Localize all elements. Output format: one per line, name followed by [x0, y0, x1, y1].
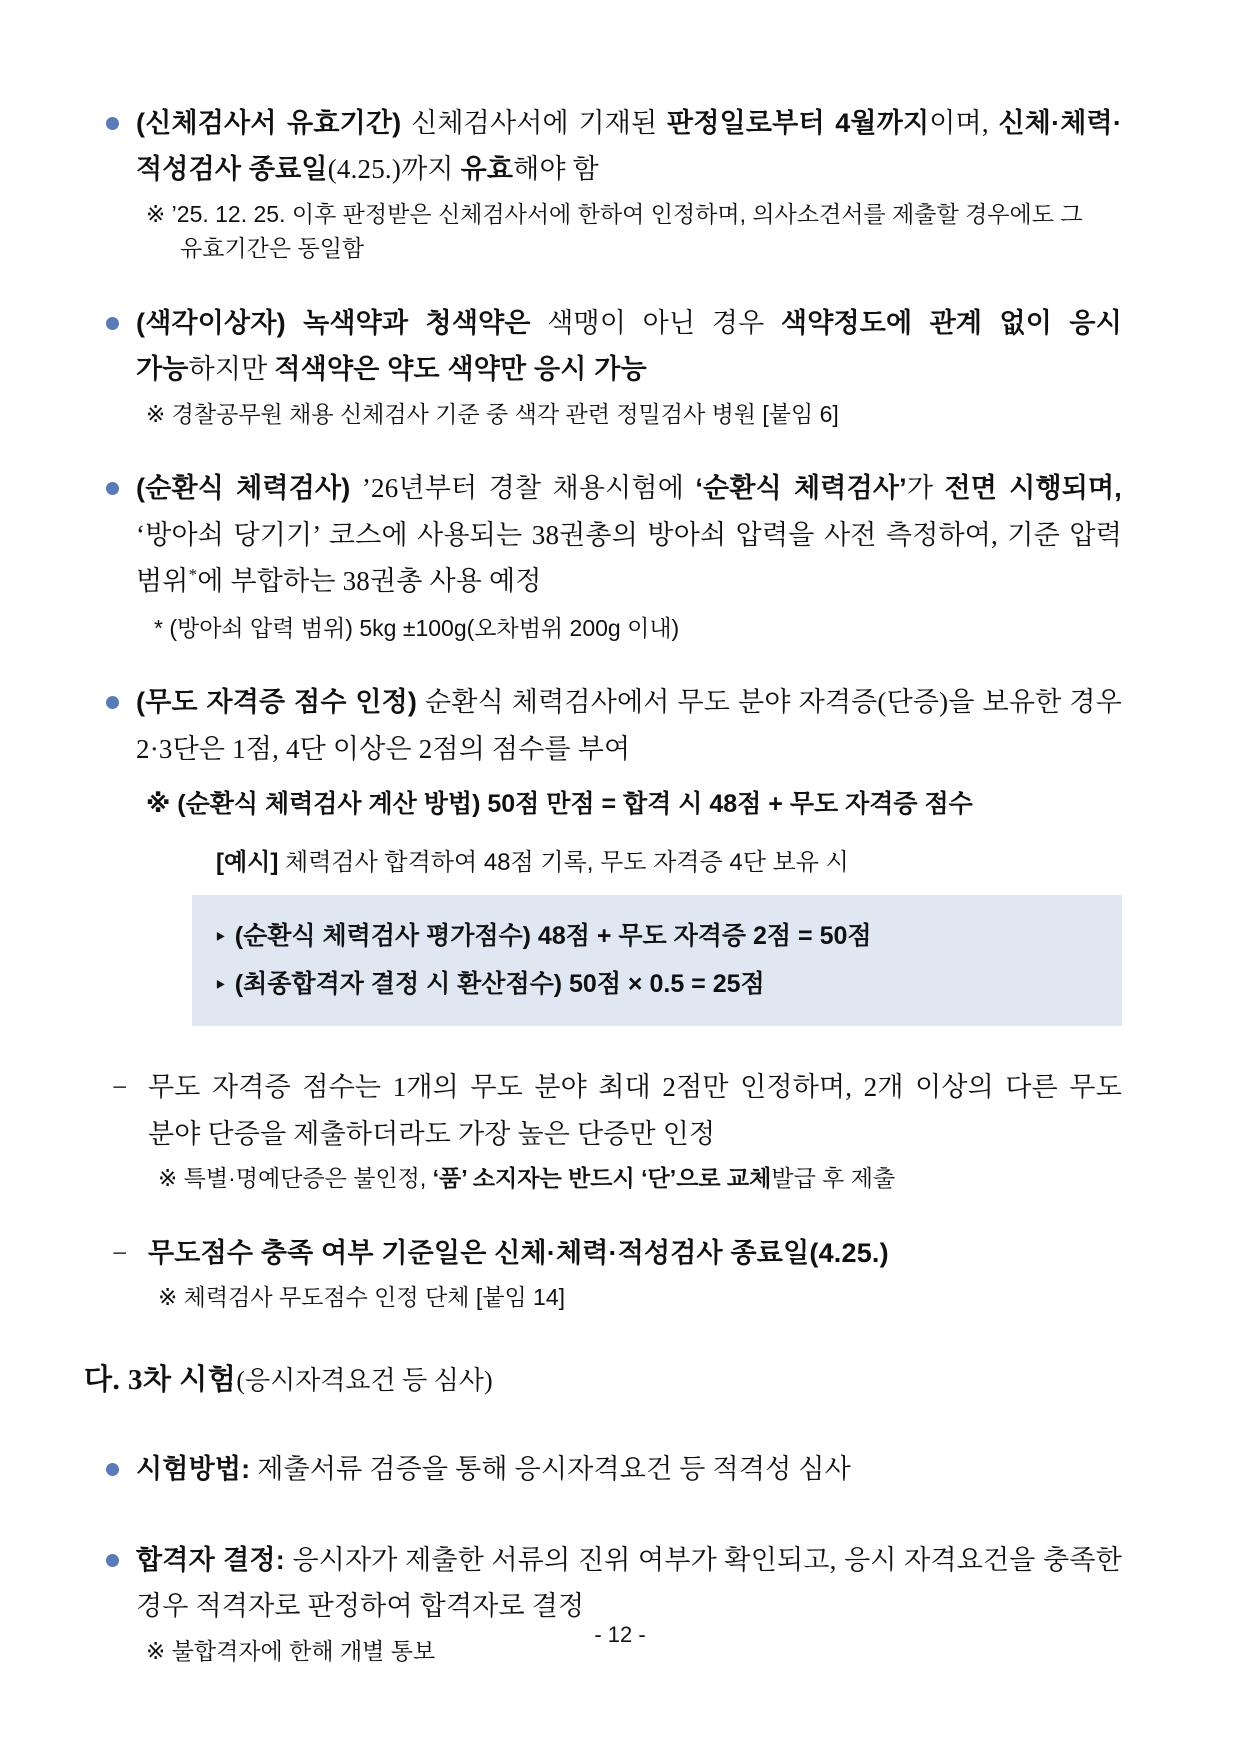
run-bold: 판정일로부터 4월까지	[667, 108, 930, 138]
run-text: 이며,	[929, 108, 999, 138]
run-head: 시험방법:	[136, 1454, 251, 1485]
run-text: 하지만	[188, 354, 275, 385]
paragraph	[136, 679, 1122, 772]
dash-marker: −	[112, 1072, 128, 1103]
example-box-line	[214, 961, 1114, 1009]
run-head: (신체검사서 유효기간)	[136, 108, 402, 138]
run-text: 순환식 체력검사에서 무도 분야 자격증(단증)을 보유한 경우 2·3단은 1점, 4단 이상은 2점의 점수를 부여	[136, 687, 1122, 764]
example-text: 체력검사 합격하여 48점 기록, 무도 자격증 4단 보유 시	[278, 849, 849, 877]
run-bold: 유효	[460, 154, 514, 185]
example-highlight-box	[192, 895, 1122, 1026]
heading-label: 다. 3차 시험	[84, 1363, 237, 1396]
run-head: (무도 자격증 점수 인정)	[136, 687, 418, 718]
paragraph	[136, 465, 1122, 604]
bullet-item-medical-cert-validity	[106, 100, 1122, 266]
run-head: (색각이상자)	[136, 307, 286, 338]
bullet-dot-icon	[106, 1554, 119, 1567]
example-label: [예시]	[216, 849, 279, 877]
bullet-dot-icon	[106, 117, 119, 130]
run-head: (순환식 체력검사)	[136, 473, 351, 504]
bullet-dot-icon	[106, 1463, 119, 1476]
paragraph	[136, 1446, 1122, 1492]
bullet-item-circuit-fitness-test	[106, 465, 1122, 645]
example-caption	[216, 845, 1122, 881]
run-text: (4.25.)까지	[327, 154, 461, 185]
run-bold: 적색약은 약도 색약만 응시 가능	[274, 354, 647, 385]
run-text: 에 부합하는 38권총 사용 예정	[197, 566, 542, 597]
bullet-dot-icon	[106, 317, 119, 330]
heading-subtitle: (응시자격요건 등 심사)	[236, 1365, 493, 1395]
section-heading-third-exam	[84, 1359, 1122, 1403]
run-text: 신체검사서에 기재된	[401, 108, 668, 138]
bullet-item-color-vision	[106, 300, 1122, 431]
dash-item-martial-points-deadline	[106, 1230, 1122, 1315]
footnote: ※ 체력검사 무도점수 인정 단체 [붙임 14]	[158, 1284, 566, 1311]
run-text: ‘방아쇠 당기기’ 코스에 사용되는 38권총의 방아쇠 압력을 사전 측정하여, 기준 압력 범위	[136, 519, 1122, 597]
asterisk-footnote: * (방아쇠 압력 범위) 5kg ±100g(오차범위 200g 이내)	[154, 614, 680, 641]
footnote: ※ 불합격자에 한해 개별 통보	[146, 1637, 436, 1664]
run-text: ’26년부터 경찰 채용시험에	[350, 473, 696, 504]
footnote: ※ ’25. 12. 25. 이후 판정받은 신체검사서에 한하여 인정하며, 의사소견서를 제출할 경우에도 그 유효기간은 동일함	[146, 200, 1083, 262]
bullet-item-pass-decision	[106, 1537, 1122, 1668]
run-text: 해야 함	[513, 154, 599, 185]
run-text: ※ 특별·명예단증은 불인정,	[158, 1165, 433, 1192]
bullet-dot-icon	[106, 482, 119, 495]
run-text: 발급 후 제출	[771, 1165, 896, 1192]
bullet-item-exam-method	[106, 1446, 1122, 1492]
run-bold: 색약정도에 관계 없이 응시 가능	[136, 307, 1122, 385]
paragraph	[136, 300, 1122, 393]
paragraph: 무도점수 충족 여부 기준일은 신체·체력·적성검사 종료일(4.25.)	[148, 1237, 889, 1268]
bullet-item-martial-arts-points	[106, 679, 1122, 1026]
footnote	[148, 1161, 1122, 1196]
dash-item-martial-points-limit	[106, 1064, 1122, 1195]
triangle-bullet-icon: ‣	[214, 927, 227, 950]
run-head: 합격자 결정:	[136, 1544, 285, 1575]
footnote: ※ 경찰공무원 채용 신체검사 기준 중 색각 관련 정밀검사 병원 [붙임 6]	[146, 400, 839, 427]
run-text: 응시자가 제출한 서류의 진위 여부가 확인되고, 응시 자격요건을 충족한 경우 적격자로 판정하여 합격자로 결정	[136, 1544, 1122, 1622]
paragraph	[136, 1537, 1122, 1630]
run-text: 가	[906, 473, 945, 504]
run-text: 색맹이 아닌 경우	[530, 307, 781, 338]
example-box-line	[214, 913, 1114, 961]
run-bold: ‘품’ 소지자는 반드시 ‘단’으로 교체	[432, 1165, 772, 1192]
run-bold: 전면 시행되며,	[944, 473, 1123, 504]
triangle-bullet-icon: ‣	[214, 974, 227, 997]
run-text: 제출서류 검증을 통해 응시자격요건 등 적격성 심사	[250, 1454, 851, 1485]
run-bold: 녹색약과 청색약은	[285, 307, 531, 338]
dash-marker: −	[112, 1237, 128, 1268]
example-box-text: (최종합격자 결정 시 환산점수) 50점 × 0.5 = 25점	[234, 969, 765, 998]
paragraph	[136, 100, 1122, 193]
bullet-dot-icon	[106, 696, 119, 709]
calculation-note: ※ (순환식 체력검사 계산 방법) 50점 만점 = 합격 시 48점 + 무도 자격증 점수	[146, 789, 973, 818]
superscript-asterisk: *	[188, 565, 198, 585]
paragraph: 무도 자격증 점수는 1개의 무도 분야 최대 2점만 인정하며, 2개 이상의 다른 무도 분야 단증을 제출하더라도 가장 높은 단증만 인정	[148, 1072, 1122, 1149]
run-bold: ‘순환식 체력검사’	[695, 473, 907, 504]
page-number: - 12 -	[594, 1622, 646, 1647]
run-bold: 신체·체력·적성검사 종료일	[136, 108, 1123, 185]
example-box-text: (순환식 체력검사 평가점수) 48점 + 무도 자격증 2점 = 50점	[234, 922, 872, 951]
